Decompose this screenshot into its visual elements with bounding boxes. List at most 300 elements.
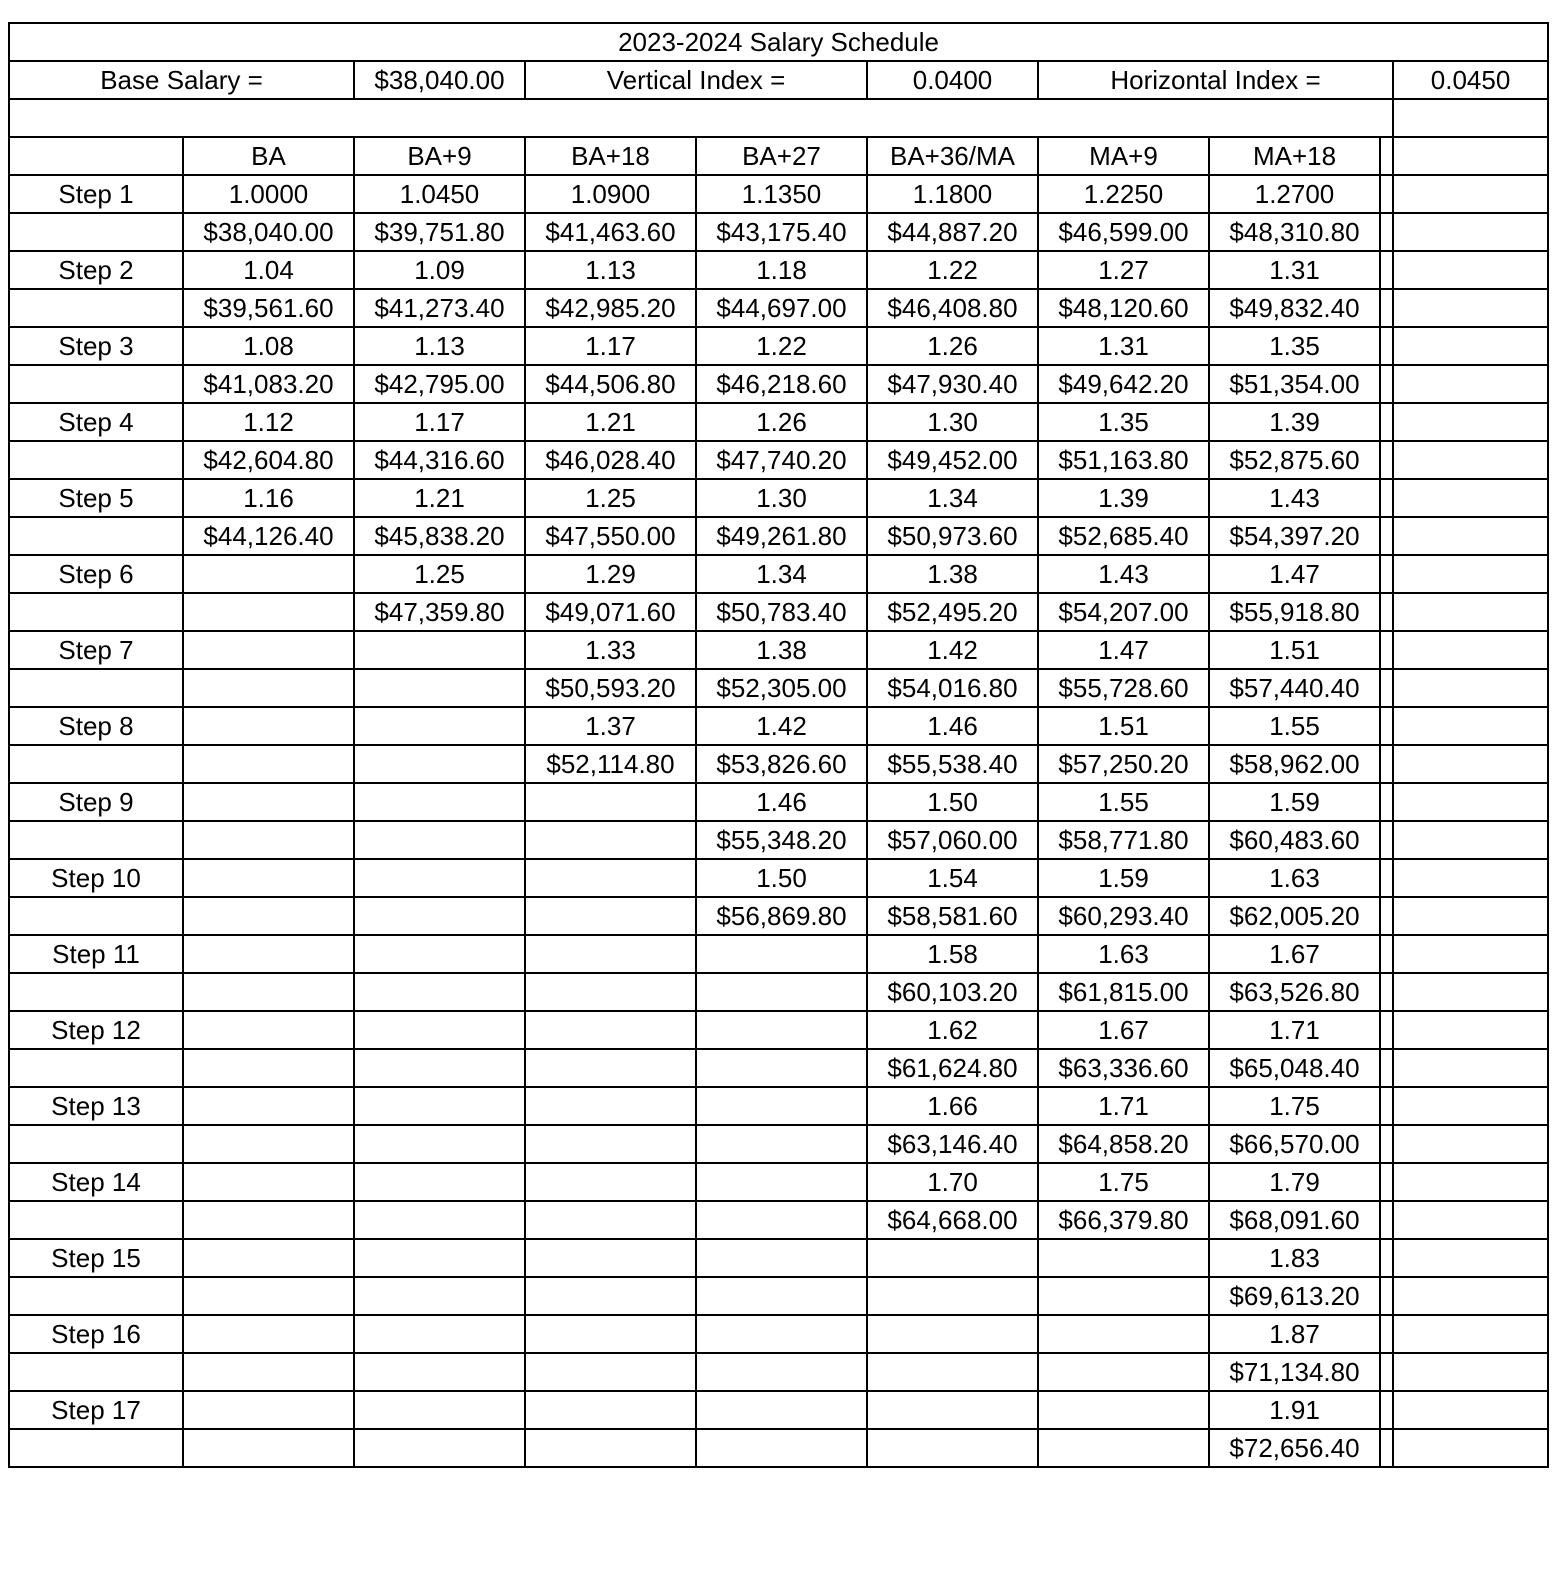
step-label-blank [9,1277,183,1315]
outside-cell [1393,859,1548,897]
salary-cell: $53,826.60 [696,745,867,783]
table-row [9,327,1548,365]
tail-spacer [1380,1125,1393,1163]
salary-cell: $52,685.40 [1038,517,1209,555]
outside-cell [1393,821,1548,859]
index-cell: 1.71 [1038,1087,1209,1125]
index-cell: 1.75 [1038,1163,1209,1201]
index-cell: 1.87 [1209,1315,1380,1353]
index-cell: 1.59 [1209,783,1380,821]
outside-cell [1393,441,1548,479]
index-cell [354,783,525,821]
salary-cell [525,1049,696,1087]
salary-cell: $44,126.40 [183,517,354,555]
salary-cell: $48,120.60 [1038,289,1209,327]
salary-cell: $72,656.40 [1209,1429,1380,1467]
salary-cell: $45,838.20 [354,517,525,555]
index-cell: 1.33 [525,631,696,669]
salary-cell: $63,336.60 [1038,1049,1209,1087]
outside-cell [1393,137,1548,175]
index-cell: 1.25 [354,555,525,593]
index-cell [354,631,525,669]
tail-spacer [1380,441,1393,479]
salary-cell: $49,452.00 [867,441,1038,479]
table-row [9,707,1548,745]
salary-cell [354,1429,525,1467]
salary-cell: $49,832.40 [1209,289,1380,327]
salary-cell: $39,561.60 [183,289,354,327]
outside-cell [1393,1201,1548,1239]
table-row [9,251,1548,289]
index-cell [1038,1315,1209,1353]
salary-schedule-table [8,22,1549,1468]
salary-cell [525,1353,696,1391]
salary-cell [867,1353,1038,1391]
salary-cell: $58,962.00 [1209,745,1380,783]
salary-cell [183,1201,354,1239]
tail-spacer [1380,593,1393,631]
salary-cell: $54,016.80 [867,669,1038,707]
step-label-blank [9,1429,183,1467]
index-cell [867,1391,1038,1429]
index-cell [525,859,696,897]
index-cell [696,1391,867,1429]
salary-cell [1038,1277,1209,1315]
index-cell: 1.0450 [354,175,525,213]
tail-spacer [1380,1315,1393,1353]
index-cell: 1.34 [867,479,1038,517]
index-cell [183,631,354,669]
index-cell: 1.12 [183,403,354,441]
index-cell: 1.26 [696,403,867,441]
step-label: Step 12 [9,1011,183,1049]
table-row [9,517,1548,555]
index-cell [525,783,696,821]
column-header: MA+9 [1038,137,1209,175]
index-cell: 1.39 [1209,403,1380,441]
table-row [9,1201,1548,1239]
salary-cell: $60,483.60 [1209,821,1380,859]
salary-cell: $52,495.20 [867,593,1038,631]
salary-cell: $58,581.60 [867,897,1038,935]
column-header: BA+18 [525,137,696,175]
salary-cell [867,1429,1038,1467]
salary-cell: $44,887.20 [867,213,1038,251]
column-header: BA+27 [696,137,867,175]
index-cell: 1.0900 [525,175,696,213]
salary-cell: $50,593.20 [525,669,696,707]
salary-cell: $57,440.40 [1209,669,1380,707]
index-cell: 1.35 [1038,403,1209,441]
outside-cell [1393,669,1548,707]
outside-cell [1393,365,1548,403]
outside-cell [1393,327,1548,365]
index-cell: 1.2700 [1209,175,1380,213]
table-row [9,745,1548,783]
salary-cell: $62,005.20 [1209,897,1380,935]
salary-cell [183,1049,354,1087]
step-label: Step 16 [9,1315,183,1353]
index-cell: 1.17 [525,327,696,365]
step-label: Step 4 [9,403,183,441]
outside-cell [1393,935,1548,973]
step-label-blank [9,213,183,251]
salary-cell: $49,261.80 [696,517,867,555]
index-cell [525,1391,696,1429]
tail-spacer [1380,1429,1393,1467]
table-row [9,935,1548,973]
index-cell: 1.51 [1209,631,1380,669]
salary-cell: $71,134.80 [1209,1353,1380,1391]
step-label-blank [9,517,183,555]
index-cell: 1.21 [525,403,696,441]
tail-spacer [1380,1049,1393,1087]
salary-cell [1038,1353,1209,1391]
index-cell: 1.38 [867,555,1038,593]
step-label: Step 15 [9,1239,183,1277]
salary-cell [525,973,696,1011]
salary-cell: $58,771.80 [1038,821,1209,859]
tail-spacer [1380,783,1393,821]
outside-cell [1393,1391,1548,1429]
salary-cell: $38,040.00 [183,213,354,251]
outside-cell [1393,555,1548,593]
outside-cell [1393,1011,1548,1049]
step-label: Step 10 [9,859,183,897]
outside-cell [1393,289,1548,327]
salary-cell: $44,697.00 [696,289,867,327]
step-label-blank [9,669,183,707]
index-cell [696,1163,867,1201]
salary-cell: $41,463.60 [525,213,696,251]
index-cell: 1.13 [525,251,696,289]
step-label-blank [9,1125,183,1163]
index-cell: 1.75 [1209,1087,1380,1125]
salary-cell [696,1049,867,1087]
outside-cell [1393,213,1548,251]
index-cell: 1.1800 [867,175,1038,213]
salary-cell [183,593,354,631]
table-row [9,821,1548,859]
vertical-index-label: Vertical Index = [525,61,867,99]
outside-cell [1393,1049,1548,1087]
salary-cell: $52,114.80 [525,745,696,783]
salary-cell: $64,668.00 [867,1201,1038,1239]
index-cell: 1.50 [867,783,1038,821]
index-cell: 1.83 [1209,1239,1380,1277]
outside-cell [1393,1353,1548,1391]
index-cell [183,935,354,973]
salary-cell [696,1277,867,1315]
salary-cell [696,1125,867,1163]
index-cell: 1.42 [696,707,867,745]
step-label-blank [9,365,183,403]
step-label-blank [9,1353,183,1391]
salary-cell [354,1125,525,1163]
salary-cell [354,669,525,707]
salary-cell: $52,305.00 [696,669,867,707]
salary-cell [867,1277,1038,1315]
salary-cell: $42,604.80 [183,441,354,479]
salary-cell: $64,858.20 [1038,1125,1209,1163]
outside-cell [1393,745,1548,783]
salary-cell [183,1353,354,1391]
step-label-blank [9,745,183,783]
index-cell [525,1011,696,1049]
table-row [9,783,1548,821]
table-row [9,631,1548,669]
index-cell [183,555,354,593]
spacer-cell [9,99,1393,137]
index-cell: 1.37 [525,707,696,745]
salary-cell: $42,985.20 [525,289,696,327]
salary-cell: $44,506.80 [525,365,696,403]
horizontal-index-label: Horizontal Index = [1038,61,1393,99]
index-cell: 1.09 [354,251,525,289]
table-row [9,1087,1548,1125]
salary-cell: $46,408.80 [867,289,1038,327]
index-cell [183,1011,354,1049]
step-label: Step 7 [9,631,183,669]
index-cell: 1.55 [1038,783,1209,821]
salary-cell: $51,354.00 [1209,365,1380,403]
index-cell [1038,1391,1209,1429]
outside-cell [1393,517,1548,555]
index-cell: 1.79 [1209,1163,1380,1201]
step-label: Step 13 [9,1087,183,1125]
tail-spacer [1380,555,1393,593]
salary-cell: $55,918.80 [1209,593,1380,631]
index-cell [867,1239,1038,1277]
index-cell: 1.46 [867,707,1038,745]
step-label-blank [9,1049,183,1087]
column-header: BA [183,137,354,175]
index-cell: 1.43 [1038,555,1209,593]
index-cell: 1.67 [1038,1011,1209,1049]
index-cell [183,1391,354,1429]
table-row [9,441,1548,479]
step-label: Step 17 [9,1391,183,1429]
vertical-index-value: 0.0400 [867,61,1038,99]
index-cell: 1.42 [867,631,1038,669]
salary-cell: $65,048.40 [1209,1049,1380,1087]
index-cell [696,1239,867,1277]
index-cell: 1.39 [1038,479,1209,517]
tail-spacer [1380,289,1393,327]
index-cell: 1.2250 [1038,175,1209,213]
salary-cell: $47,930.40 [867,365,1038,403]
salary-cell [183,669,354,707]
step-label-blank [9,973,183,1011]
tail-spacer [1380,1239,1393,1277]
tail-spacer [1380,897,1393,935]
index-cell: 1.13 [354,327,525,365]
index-cell [867,1315,1038,1353]
index-cell: 1.46 [696,783,867,821]
salary-cell [525,1125,696,1163]
index-cell [354,1011,525,1049]
corner-header-cell [9,137,183,175]
spacer-row [9,99,1548,137]
outside-cell [1393,631,1548,669]
index-cell [696,1087,867,1125]
salary-cell: $44,316.60 [354,441,525,479]
outside-cell [1393,707,1548,745]
step-label-blank [9,821,183,859]
index-cell: 1.31 [1209,251,1380,289]
outside-cell [1393,403,1548,441]
index-cell: 1.21 [354,479,525,517]
tail-spacer [1380,251,1393,289]
index-cell [183,1087,354,1125]
index-cell: 1.70 [867,1163,1038,1201]
index-cell: 1.35 [1209,327,1380,365]
salary-cell [696,1201,867,1239]
index-cell [183,1315,354,1353]
outside-cell [1393,783,1548,821]
table-row [9,859,1548,897]
index-cell [354,1315,525,1353]
step-label: Step 2 [9,251,183,289]
salary-cell: $55,538.40 [867,745,1038,783]
salary-cell [354,1201,525,1239]
outside-cell [1393,251,1548,289]
table-row [9,479,1548,517]
salary-cell: $68,091.60 [1209,1201,1380,1239]
salary-cell: $55,348.20 [696,821,867,859]
outside-cell [1393,1163,1548,1201]
index-cell: 1.22 [696,327,867,365]
salary-cell [183,897,354,935]
index-cell: 1.1350 [696,175,867,213]
index-cell: 1.31 [1038,327,1209,365]
salary-cell: $50,783.40 [696,593,867,631]
index-cell [354,1163,525,1201]
salary-cell [183,1125,354,1163]
index-cell: 1.18 [696,251,867,289]
outside-cell [1393,1277,1548,1315]
tail-spacer [1380,707,1393,745]
step-label: Step 6 [9,555,183,593]
salary-cell: $63,146.40 [867,1125,1038,1163]
table-row [9,213,1548,251]
salary-cell [354,897,525,935]
tail-spacer [1380,137,1393,175]
tail-spacer [1380,935,1393,973]
salary-cell [696,1429,867,1467]
outside-cell [1393,479,1548,517]
salary-cell [183,1429,354,1467]
salary-cell [354,973,525,1011]
index-cell: 1.62 [867,1011,1038,1049]
salary-cell: $46,218.60 [696,365,867,403]
salary-cell: $48,310.80 [1209,213,1380,251]
index-cell [183,707,354,745]
index-cell: 1.17 [354,403,525,441]
salary-cell [183,821,354,859]
salary-cell: $54,207.00 [1038,593,1209,631]
salary-cell: $52,875.60 [1209,441,1380,479]
salary-cell: $47,550.00 [525,517,696,555]
tail-spacer [1380,1087,1393,1125]
index-cell: 1.67 [1209,935,1380,973]
tail-spacer [1380,859,1393,897]
tail-spacer [1380,403,1393,441]
tail-spacer [1380,327,1393,365]
salary-cell: $57,250.20 [1038,745,1209,783]
tail-spacer [1380,1391,1393,1429]
outside-cell [1393,175,1548,213]
table-row [9,669,1548,707]
table-row [9,593,1548,631]
title-row [9,23,1548,61]
table-row [9,365,1548,403]
index-cell [183,1239,354,1277]
step-label: Step 1 [9,175,183,213]
salary-cell: $41,083.20 [183,365,354,403]
salary-cell: $57,060.00 [867,821,1038,859]
salary-cell [525,897,696,935]
index-cell [525,1315,696,1353]
index-cell: 1.59 [1038,859,1209,897]
index-cell: 1.71 [1209,1011,1380,1049]
outside-cell [1393,99,1548,137]
index-cell: 1.63 [1038,935,1209,973]
index-cell: 1.26 [867,327,1038,365]
table-row [9,1391,1548,1429]
step-label: Step 9 [9,783,183,821]
salary-cell [696,973,867,1011]
salary-cell: $66,570.00 [1209,1125,1380,1163]
step-label-blank [9,441,183,479]
index-cell [183,783,354,821]
column-header: MA+18 [1209,137,1380,175]
index-cell [1038,1239,1209,1277]
tail-spacer [1380,1011,1393,1049]
table-row [9,555,1548,593]
table-row [9,289,1548,327]
step-label: Step 3 [9,327,183,365]
page-title: 2023-2024 Salary Schedule [9,23,1548,61]
step-label: Step 5 [9,479,183,517]
step-label-blank [9,289,183,327]
table-row [9,175,1548,213]
step-label: Step 11 [9,935,183,973]
salary-cell: $49,071.60 [525,593,696,631]
outside-cell [1393,1429,1548,1467]
index-cell: 1.22 [867,251,1038,289]
outside-cell [1393,897,1548,935]
tail-spacer [1380,821,1393,859]
index-cell: 1.66 [867,1087,1038,1125]
salary-cell: $50,973.60 [867,517,1038,555]
index-cell: 1.50 [696,859,867,897]
salary-cell: $66,379.80 [1038,1201,1209,1239]
index-cell [354,859,525,897]
column-header-row [9,137,1548,175]
table-row [9,1239,1548,1277]
index-cell: 1.47 [1038,631,1209,669]
tail-spacer [1380,1277,1393,1315]
index-cell: 1.51 [1038,707,1209,745]
index-cell [354,707,525,745]
index-cell: 1.58 [867,935,1038,973]
salary-cell [696,1353,867,1391]
index-cell: 1.38 [696,631,867,669]
salary-cell: $61,624.80 [867,1049,1038,1087]
salary-cell [525,1277,696,1315]
index-cell: 1.47 [1209,555,1380,593]
